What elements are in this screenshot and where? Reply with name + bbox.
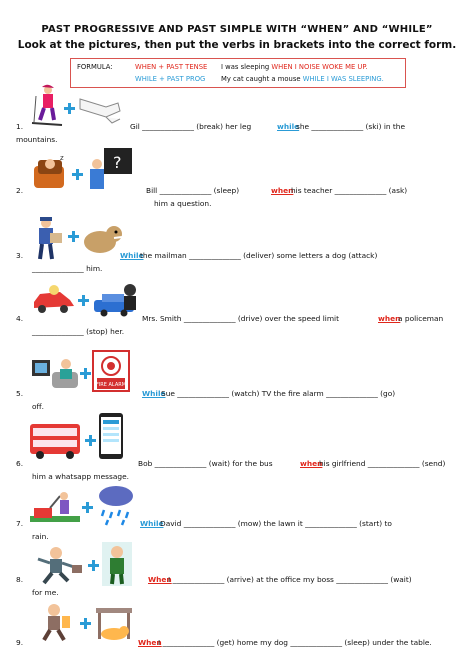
example-while: My cat caught a mouse WHILE I WAS SLEEPING. (221, 75, 384, 83)
exercise-1: 1. Gil ______________ (break) her leg while she ______________ (ski) in the mountains. (16, 122, 406, 144)
speeding-car-icon (30, 282, 76, 316)
exercise-5: 5. While Sue ______________ (watch) TV the fire alarm ______________ (go) off. (16, 389, 396, 411)
exercise-3: 3. While the mailman ______________ (deliver) some letters a dog (attack) ______________ him. (16, 251, 378, 273)
plus-icon (85, 435, 96, 446)
svg-text:z: z (60, 154, 64, 162)
plus-icon (64, 103, 75, 114)
woman-watching-tv-icon (30, 350, 80, 392)
formula-label: FORMULA: (77, 63, 113, 71)
plus-icon (80, 368, 91, 379)
smartphone-icon (98, 412, 124, 460)
exercise-4: 4. Mrs. Smith ______________ (drive) over the speed limit when a policeman ______________ (stop) her. (16, 314, 444, 336)
plus-icon (72, 169, 83, 180)
walking-man-icon (30, 602, 78, 642)
worksheet-title: PAST PROGRESSIVE AND PAST SIMPLE WITH “WHEN” AND “WHILE” (41, 24, 433, 35)
exercise-6: 6. Bob ______________ (wait) for the bus when his girlfriend ______________ (send) him a whatsapp message. (16, 459, 446, 481)
exercise-9: 9. When I ______________ (get) home my dog ______________ (sleep) under the table. (16, 638, 432, 647)
example-when: I was sleeping WHEN I NOISE WOKE ME UP. (221, 63, 368, 71)
svg-text:FIRE ALARM: FIRE ALARM (95, 382, 127, 388)
plus-icon (82, 502, 93, 513)
rule-when: WHEN + PAST TENSE (135, 63, 208, 71)
rule-while: WHILE + PAST PROG (135, 75, 206, 83)
formula-box (70, 58, 406, 88)
worksheet-instructions: Look at the pictures, then put the verbs in brackets into the correct form. (17, 39, 457, 51)
teacher-question-icon (86, 146, 136, 190)
exercise-2: 2. Bill ______________ (sleep) when his teacher ______________ (ask) him a question. (16, 186, 408, 208)
svg-text:?: ? (113, 153, 122, 172)
plus-icon (68, 231, 79, 242)
exercise-8: 8. When I ______________ (arrive) at the office my boss ______________ (wait) for me. (16, 575, 412, 597)
fire-alarm-icon (92, 350, 130, 392)
red-bus-icon (28, 420, 84, 460)
plus-icon (78, 295, 89, 306)
exercise-7: 7. While David ______________ (mow) the lawn it ______________ (start) to rain. (16, 519, 392, 541)
plus-icon (80, 618, 91, 629)
plus-icon (88, 560, 99, 571)
